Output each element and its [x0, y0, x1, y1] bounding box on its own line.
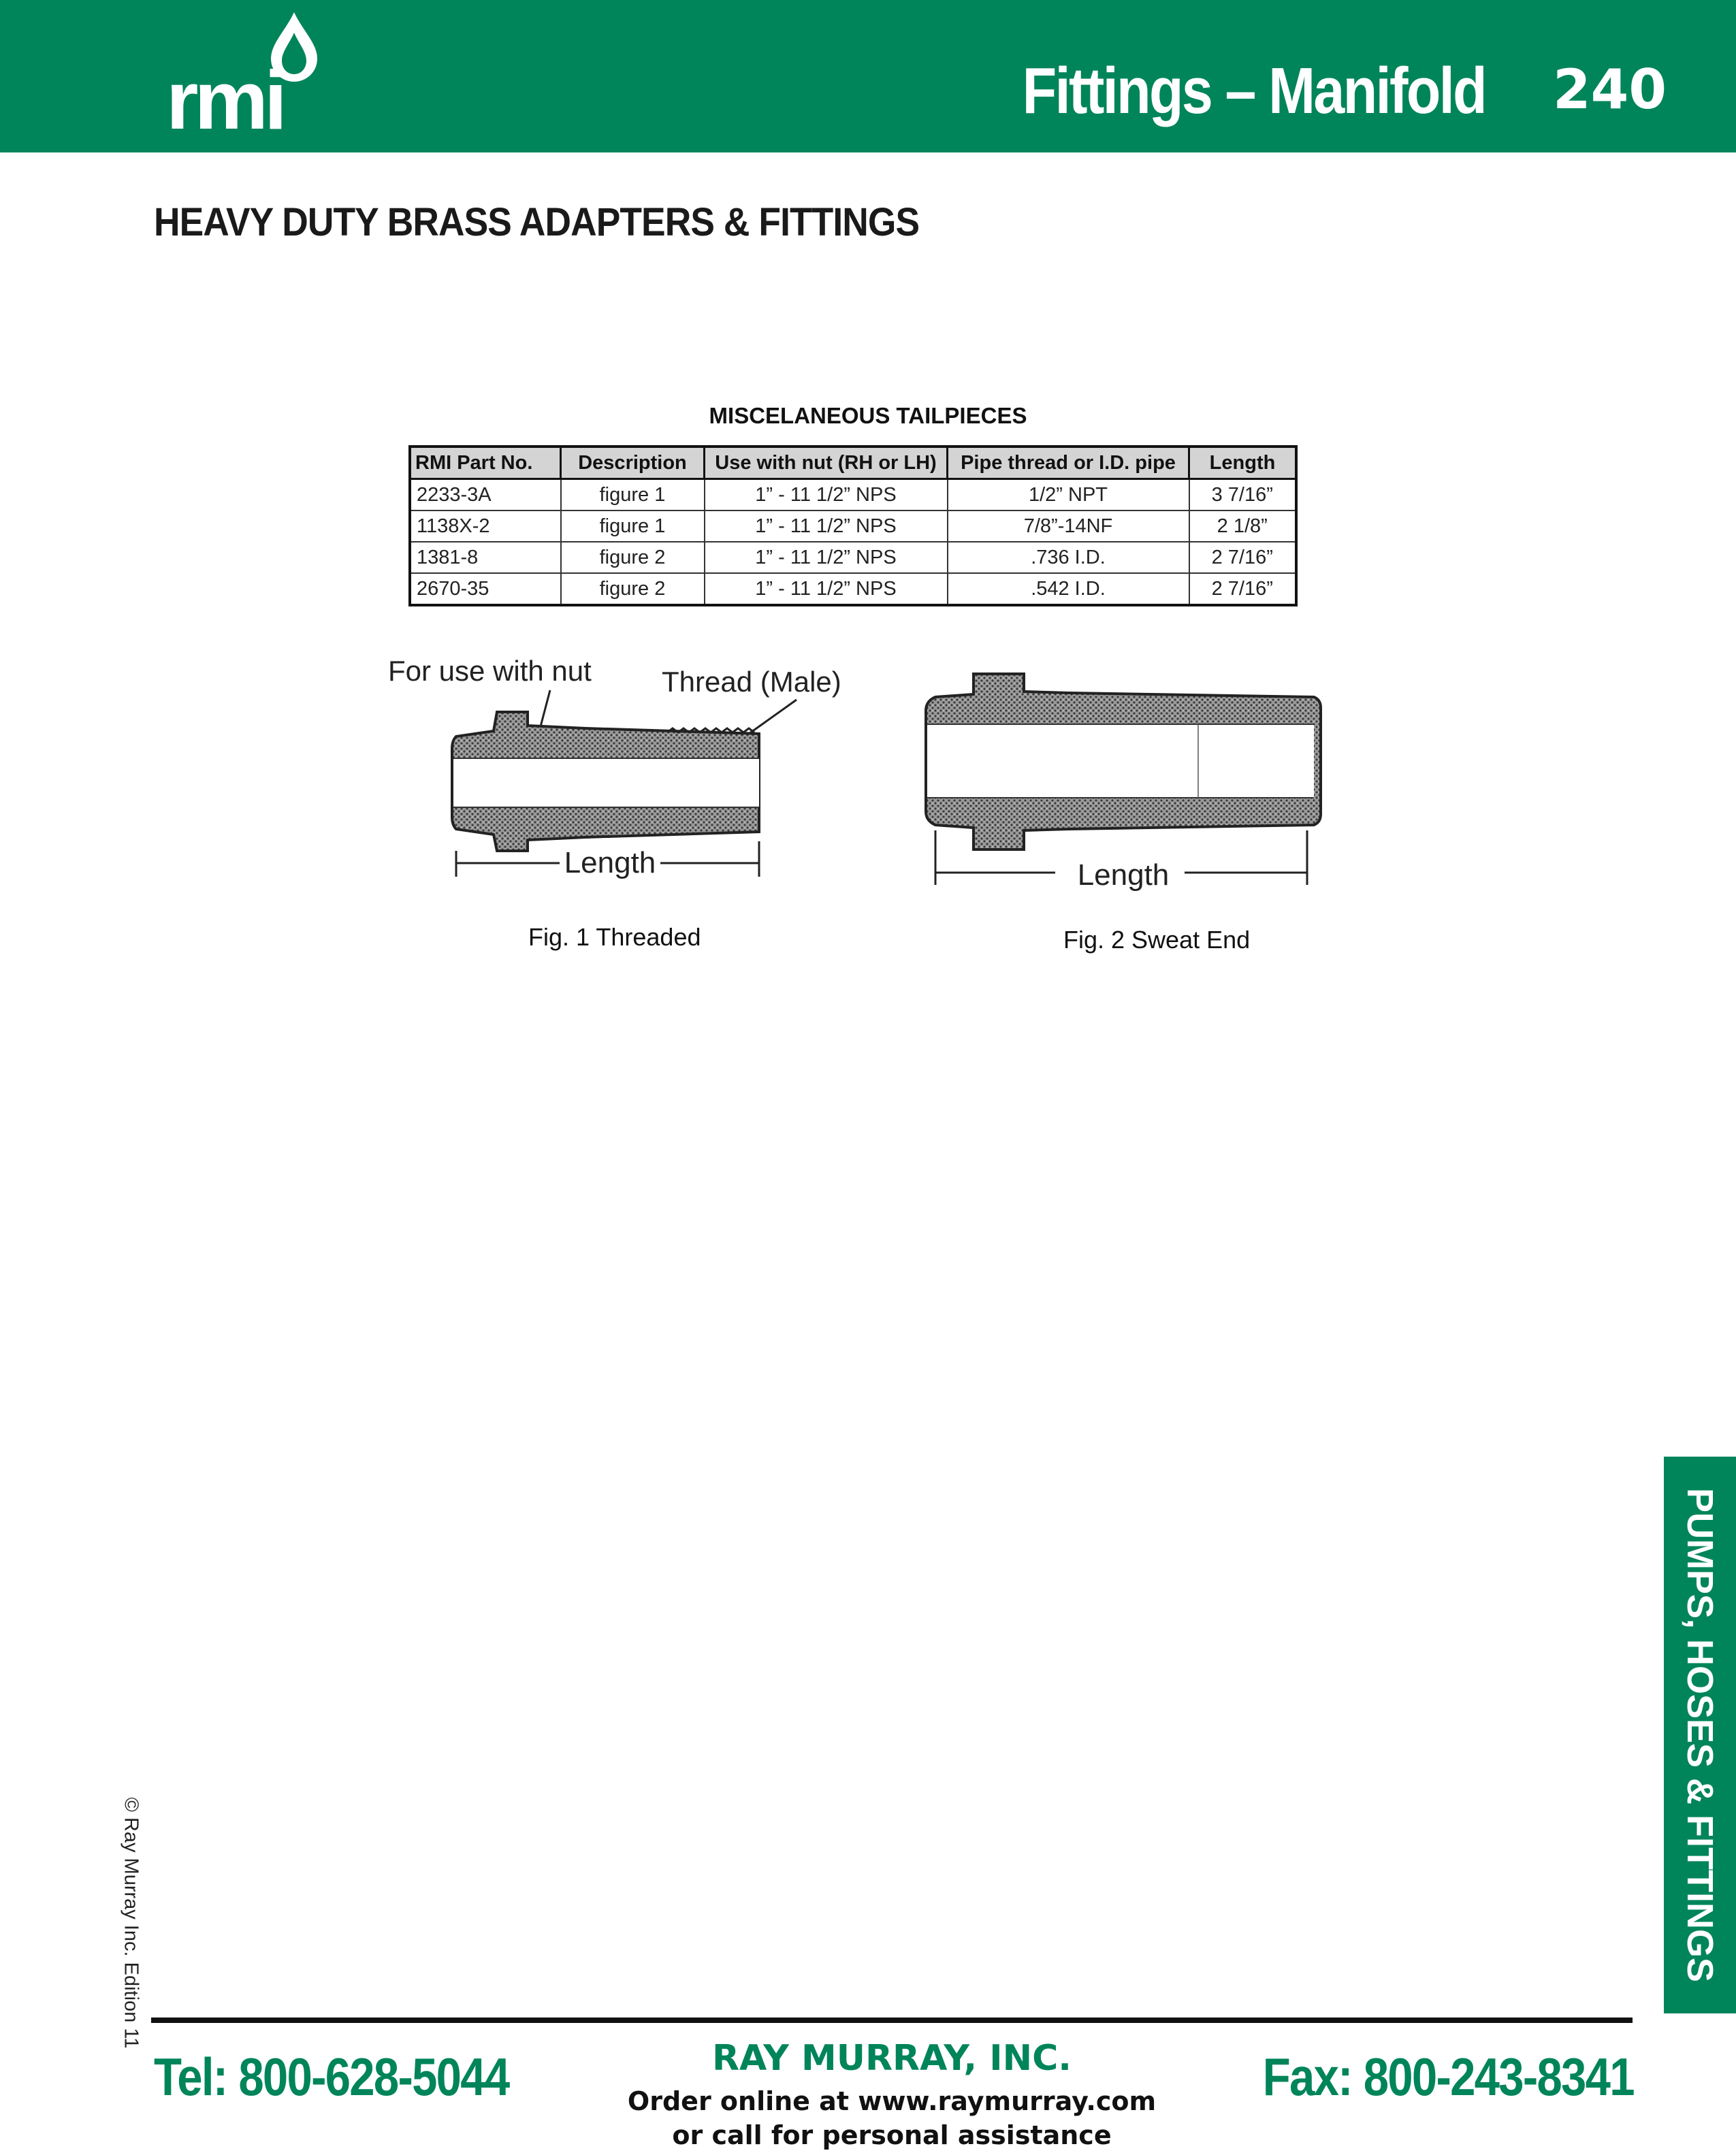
- fig1-length-label: Length: [564, 846, 656, 879]
- part-number-cell: 2233-3A: [410, 479, 561, 511]
- fig2-sweat-end-drawing: [912, 660, 1341, 898]
- fig1-thread-teeth: [667, 728, 754, 732]
- part-number-cell: 1381-8: [410, 542, 561, 573]
- length-cell: 2 7/16”: [1189, 542, 1297, 573]
- description-cell: figure 2: [561, 573, 705, 605]
- footer-divider: [151, 2018, 1633, 2023]
- column-header: Description: [561, 447, 705, 479]
- part-number-cell: 1138X-2: [410, 511, 561, 542]
- description-cell: figure 2: [561, 542, 705, 573]
- nut-cell: 1” - 11 1/2” NPS: [705, 511, 948, 542]
- nut-cell: 1” - 11 1/2” NPS: [705, 542, 948, 573]
- column-header: Pipe thread or I.D. pipe: [948, 447, 1189, 479]
- table-row: [410, 573, 1296, 605]
- side-tab: [1664, 1457, 1736, 2013]
- pipe-thread-cell: .736 I.D.: [948, 542, 1189, 573]
- page-title: Fittings – Manifold: [1022, 54, 1485, 127]
- logo-text: rmi: [166, 54, 283, 146]
- column-header: RMI Part No.: [410, 447, 561, 479]
- table-row: [410, 542, 1296, 573]
- fig2-bore: [927, 724, 1314, 798]
- fig1-nut-label: For use with nut: [388, 655, 592, 687]
- footer-call-assistance: or call for personal assistance: [672, 2120, 1112, 2150]
- fig1-threaded-drawing: [381, 647, 858, 892]
- fig1-thread-label: Thread (Male): [662, 666, 841, 698]
- table-header-row: [410, 447, 1296, 479]
- fig1-thread-leader: [749, 700, 797, 734]
- column-header: Length: [1189, 447, 1297, 479]
- page-number: 240: [1553, 58, 1667, 121]
- table-row: [410, 511, 1296, 542]
- nut-cell: 1” - 11 1/2” NPS: [705, 479, 948, 511]
- pipe-thread-cell: 1/2” NPT: [948, 479, 1189, 511]
- footer-order-online: Order online at www.raymurray.com: [627, 2086, 1157, 2116]
- footer-company-name: RAY MURRAY, INC.: [711, 2038, 1072, 2079]
- footer-telephone: Tel: 800-628-5044: [154, 2047, 509, 2107]
- pipe-thread-cell: .542 I.D.: [948, 573, 1189, 605]
- fig1-caption: Fig. 1 Threaded: [528, 923, 701, 951]
- side-tab-label: PUMPS, HOSES & FITTINGS: [1679, 1487, 1720, 1983]
- table-title: MISCELANEOUS TAILPIECES: [709, 403, 1027, 428]
- fig1-bore: [453, 758, 759, 807]
- fig2-caption: Fig. 2 Sweat End: [1063, 926, 1251, 954]
- fig2-length-label: Length: [1077, 858, 1170, 892]
- length-cell: 2 1/8”: [1189, 511, 1297, 542]
- header-band: [0, 0, 1736, 152]
- column-header: Use with nut (RH or LH): [705, 447, 948, 479]
- length-cell: 2 7/16”: [1189, 573, 1297, 605]
- footer-fax: Fax: 800-243-8341: [1262, 2047, 1634, 2107]
- length-cell: 3 7/16”: [1189, 479, 1297, 511]
- rmi-logo: [163, 10, 327, 146]
- description-cell: figure 1: [561, 511, 705, 542]
- pipe-thread-cell: 7/8”-14NF: [948, 511, 1189, 542]
- copyright-note: © Ray Murray Inc. Edition 11: [120, 1797, 142, 2049]
- part-number-cell: 2670-35: [410, 573, 561, 605]
- tailpieces-table: [408, 445, 1298, 606]
- section-heading: HEAVY DUTY BRASS ADAPTERS & FITTINGS: [154, 200, 920, 244]
- table-row: [410, 479, 1296, 511]
- nut-cell: 1” - 11 1/2” NPS: [705, 573, 948, 605]
- description-cell: figure 1: [561, 479, 705, 511]
